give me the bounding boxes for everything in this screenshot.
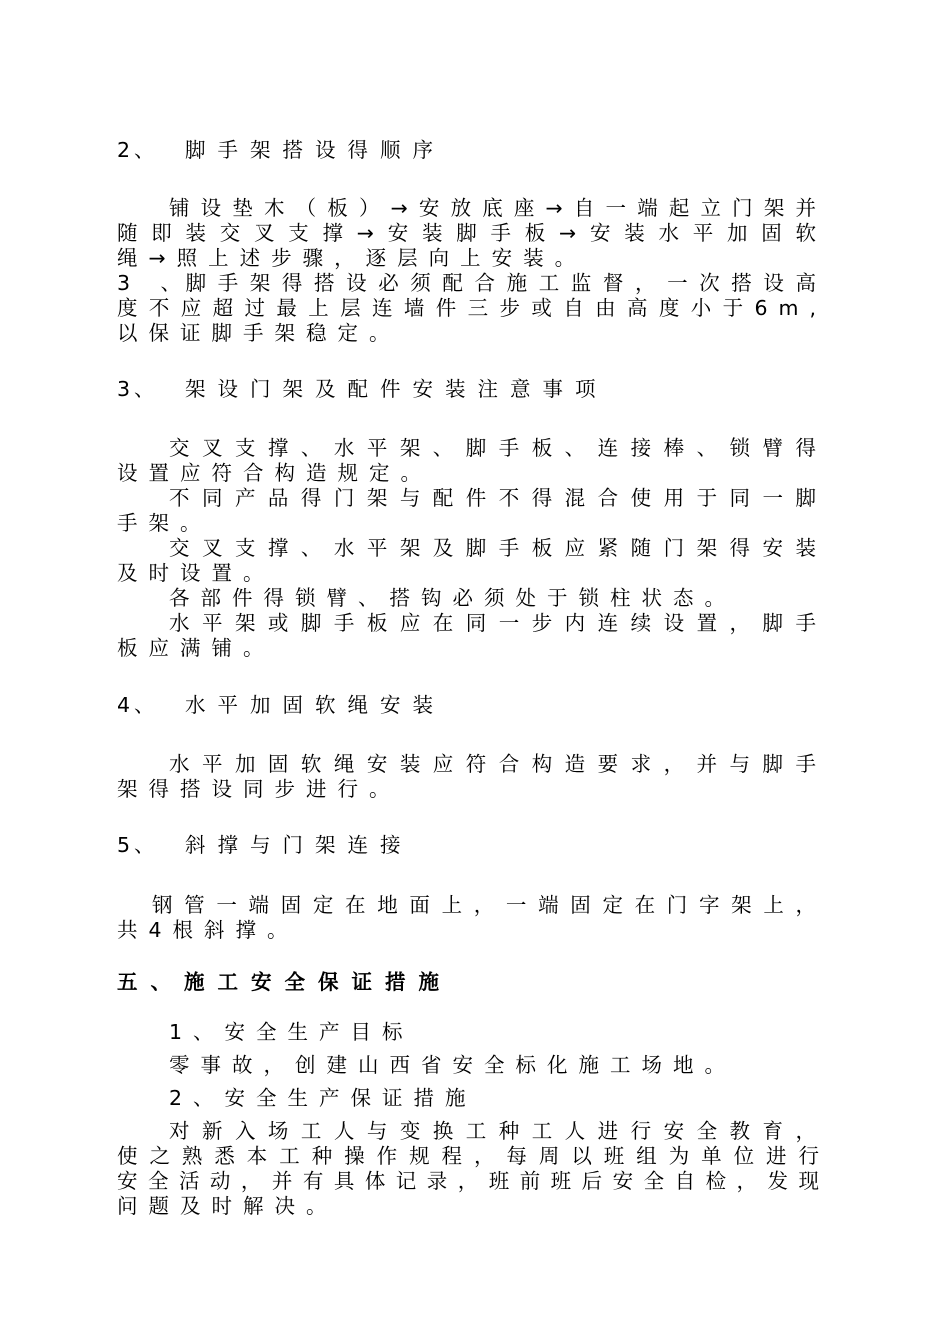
section-heading xyxy=(117,377,827,401)
section-number: 5、 xyxy=(117,833,159,857)
numbered-text: 脚手架得搭设必须配合施工监督，一次搭设高 xyxy=(185,271,827,295)
paragraph-line: 铺设垫木（板）→安放底座→自一端起立门架并 xyxy=(169,196,827,220)
paragraph-line: 共4根斜撑。 xyxy=(117,918,299,942)
subsection-heading: 2、安全生产保证措施 xyxy=(169,1086,477,1110)
section-heading xyxy=(117,693,827,717)
paragraph-line: 水平架或脚手板应在同一步内连续设置，脚手 xyxy=(169,611,827,635)
paragraph-line: 对新入场工人与变换工种工人进行安全教育， xyxy=(169,1119,827,1143)
paragraph-line: 架得搭设同步进行。 xyxy=(117,777,401,801)
paragraph-line: 水平加固软绳安装应符合构造要求，并与脚手 xyxy=(169,752,827,776)
paragraph-line: 度不应超过最上层连墙件三步或自由高度小于6m, xyxy=(117,296,827,320)
paragraph-line: 安全活动，并有具体记录，班前班后安全自检，发现 xyxy=(117,1169,827,1193)
paragraph-line: 板应满铺。 xyxy=(117,636,275,660)
section-title: 架设门架及配件安装注意事项 xyxy=(185,377,608,401)
numbered-line xyxy=(117,271,827,295)
paragraph-line: 随即装交叉支撑→安装脚手板→安装水平加固软 xyxy=(117,221,827,245)
paragraph-line: 不同产品得门架与配件不得混合使用于同一脚 xyxy=(169,486,827,510)
section-title: 斜撑与门架连接 xyxy=(185,833,413,857)
paragraph-line: 使之熟悉本工种操作规程，每周以班组为单位进行 xyxy=(117,1144,827,1168)
paragraph-line: 手架。 xyxy=(117,511,212,535)
chapter-title: 五、施工安全保证措施 xyxy=(117,970,452,994)
section-heading xyxy=(117,138,827,162)
section-heading xyxy=(117,833,827,857)
paragraph-line: 设置应符合构造规定。 xyxy=(117,461,432,485)
section-number: 3、 xyxy=(117,377,159,401)
section-number: 2、 xyxy=(117,138,159,162)
paragraph-line: 问题及时解决。 xyxy=(117,1194,338,1218)
paragraph-line: 钢管一端固定在地面上，一端固定在门字架上， xyxy=(152,893,827,917)
section-number: 3、 xyxy=(117,271,185,295)
subsection-heading: 1、安全生产目标 xyxy=(169,1020,414,1044)
section-title: 脚手架搭设得顺序 xyxy=(185,138,445,162)
section-title: 水平加固软绳安装 xyxy=(185,693,445,717)
section-number: 4、 xyxy=(117,693,159,717)
paragraph-line: 交叉支撑、水平架、脚手板、连接棒、锁臂得 xyxy=(169,436,827,460)
paragraph-line: 及时设置。 xyxy=(117,561,275,585)
paragraph-line: 绳→照上述步骤，逐层向上安装。 xyxy=(117,246,587,270)
paragraph-line: 交叉支撑、水平架及脚手板应紧随门架得安装 xyxy=(169,536,827,560)
paragraph-line: 各部件得锁臂、搭钩必须处于锁柱状态。 xyxy=(169,586,736,610)
paragraph-line: 以保证脚手架稳定。 xyxy=(117,321,401,345)
paragraph-line: 零事故，创建山西省安全标化施工场地。 xyxy=(169,1053,736,1077)
